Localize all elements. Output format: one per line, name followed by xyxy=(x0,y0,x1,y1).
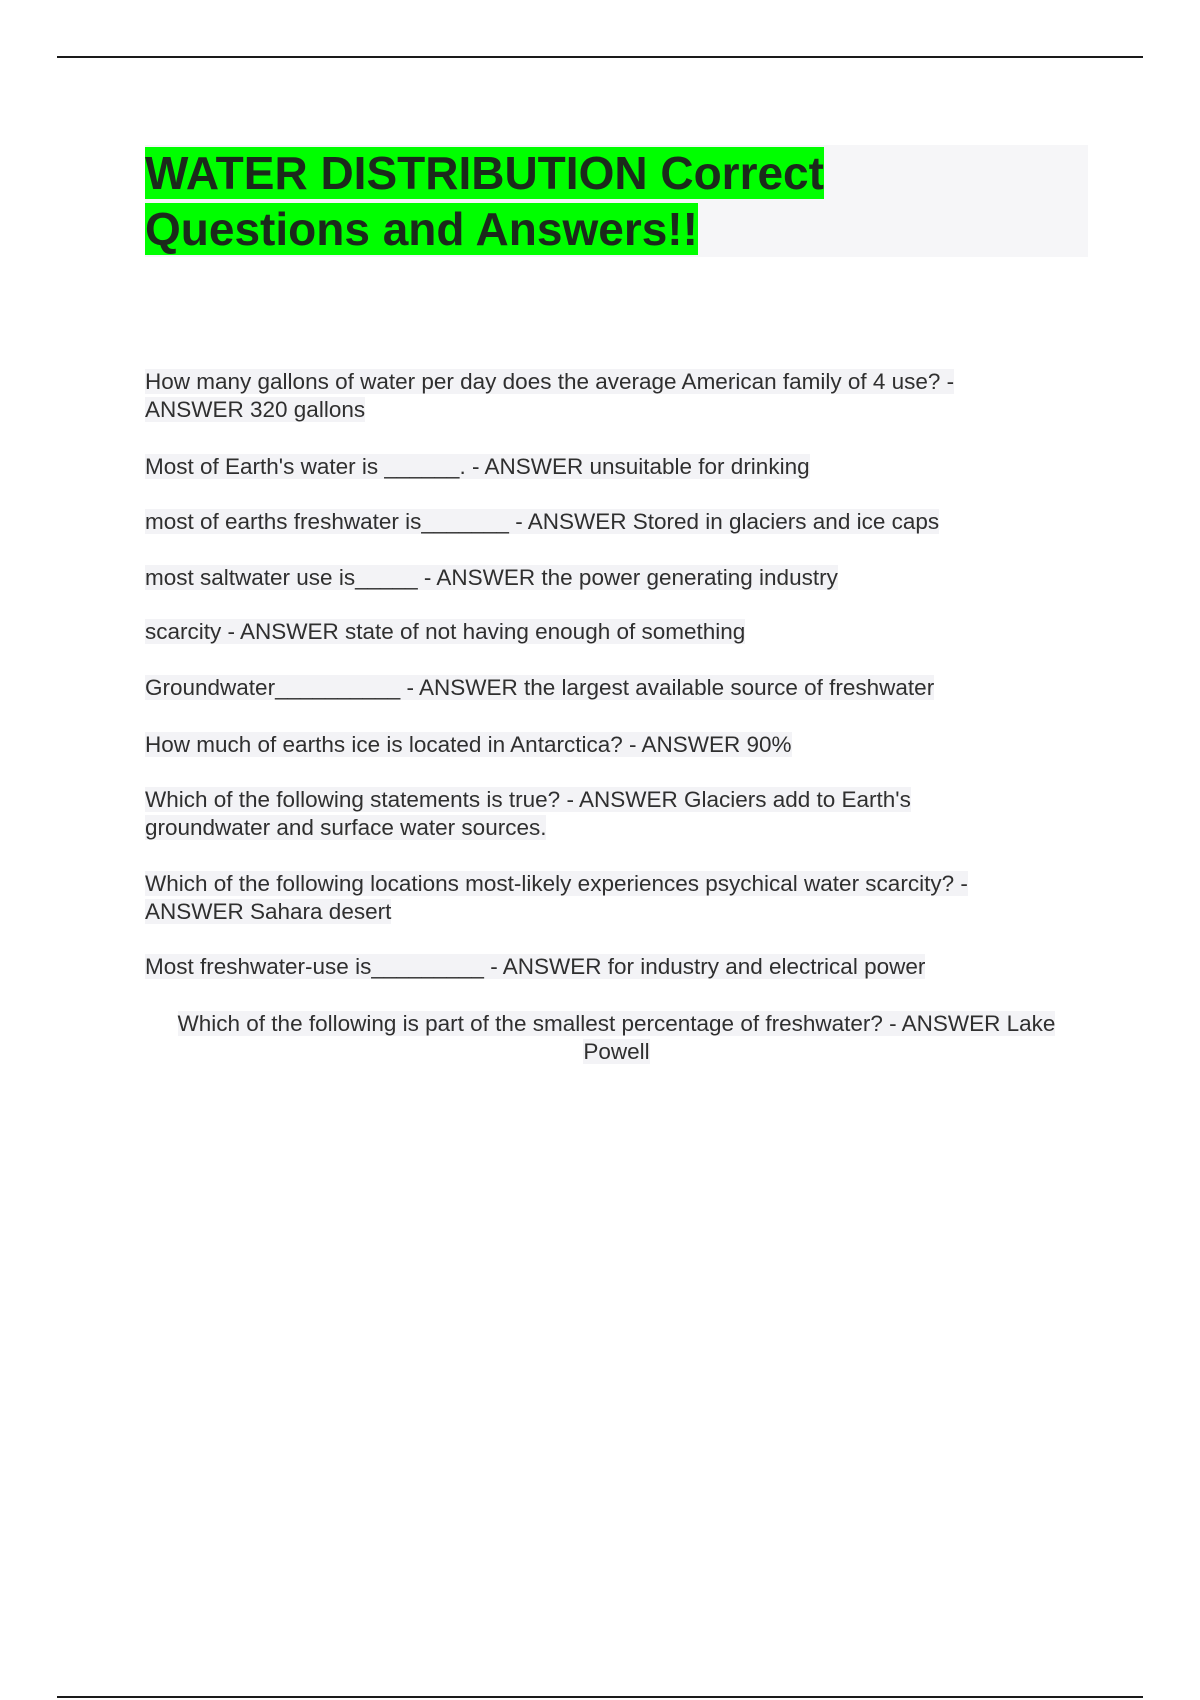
qa-item-4: most saltwater use is_____ - ANSWER the power generating industry xyxy=(145,565,838,590)
qa-item-1: How many gallons of water per day does the average American family of 4 use? - ANSWER 320 gallons xyxy=(145,369,955,422)
title-text: WATER DISTRIBUTION Correct Questions and Answers!! xyxy=(145,147,824,255)
qa-item-6: Groundwater__________ - ANSWER the largest available source of freshwater xyxy=(145,675,935,700)
bottom-rule xyxy=(57,1696,1143,1698)
qa-item-7: How much of earths ice is located in Antarctica? - ANSWER 90% xyxy=(145,732,792,757)
qa-item-5: scarcity - ANSWER state of not having enough of something xyxy=(145,619,746,644)
qa-item-3: most of earths freshwater is_______ - ANSWER Stored in glaciers and ice caps xyxy=(145,509,940,534)
qa-item-8: Which of the following statements is true? - ANSWER Glaciers add to Earth's groundwater and surface water sources. xyxy=(145,787,911,840)
page-title xyxy=(145,145,1025,257)
qa-item-10: Most freshwater-use is_________ - ANSWER for industry and electrical power xyxy=(145,954,926,979)
top-rule xyxy=(57,56,1143,58)
qa-item-11: Which of the following is part of the smallest percentage of freshwater? - ANSWER Lake Powell xyxy=(177,1011,1056,1064)
qa-item-2: Most of Earth's water is ______. - ANSWER unsuitable for drinking xyxy=(145,454,810,479)
qa-item-9: Which of the following locations most-likely experiences psychical water scarcity? - ANSWER Sahara desert xyxy=(145,871,968,924)
